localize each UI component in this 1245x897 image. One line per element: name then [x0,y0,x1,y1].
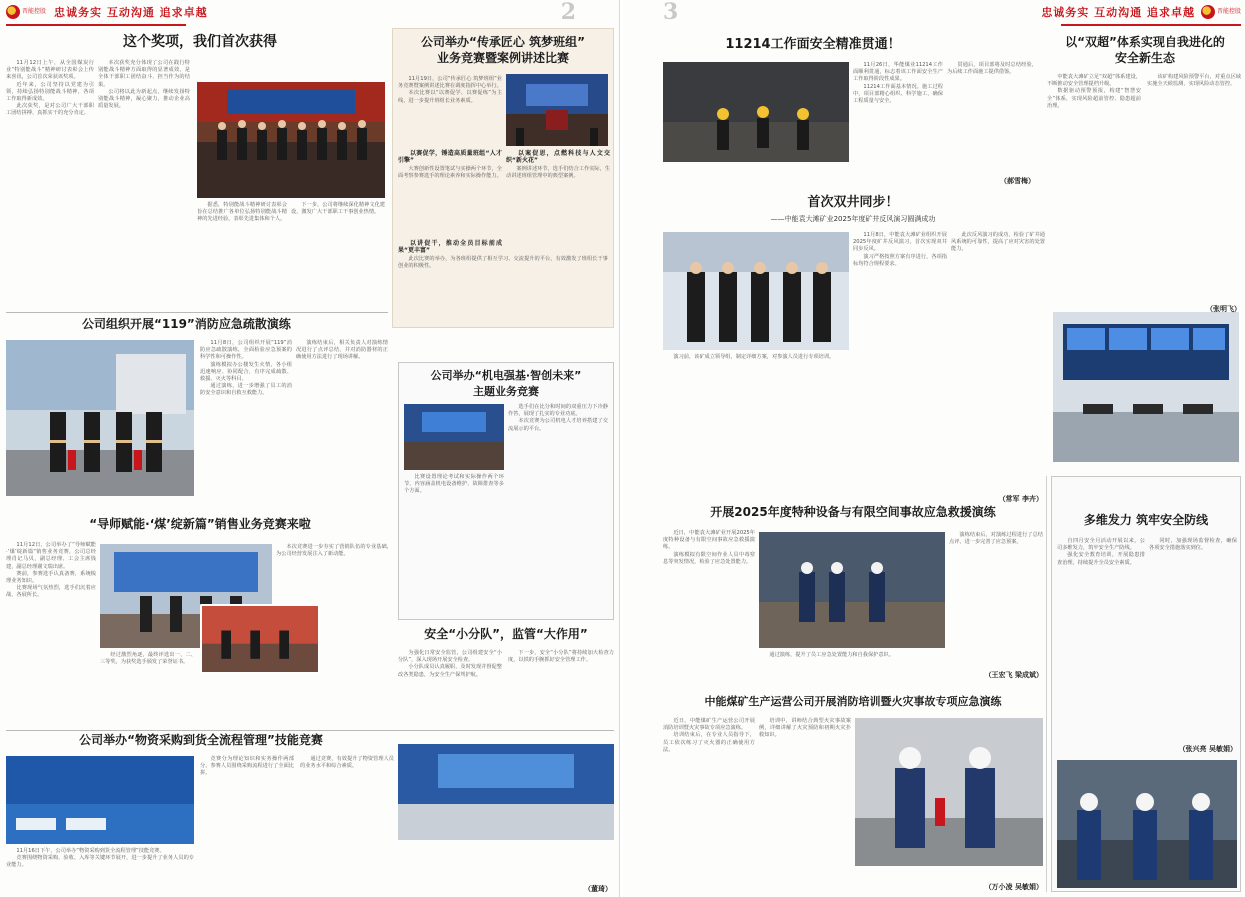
masthead-right [623,0,1245,24]
article-body-dual-col2: 该矿构建风险预警平台，对重点区域实施全天候监测，实现风险动态管控。 [1147,74,1241,88]
byline-training: （万小凌 吴敏娟） [984,883,1043,891]
article-body-dual-shaft: 11月8日，中能袁大滩矿业组织开展2025年度矿井反风演习，首次实现双井同步反风。 演习严格按照方案有序进行，各项指标均符合规程要求。 [853,232,947,267]
photo-award-ceremony [197,82,385,198]
byline-multi: （张兴亮 吴敏娟） [1178,745,1237,753]
article-body-sales-col2: 经过激烈角逐，最终评选出一、二、三等奖，为获奖选手颁发了荣誉证书。 [100,652,196,666]
headline-sales-contest: “导师赋能·‘煤’绽新篇”销售业务竞赛来啦 [89,517,311,531]
photo-dual-shaft [663,232,849,350]
divider [6,730,614,731]
article-body-award-col2: 本次获奖充分体现了公司在践行特别能战斗精神方面取得的显著成效，是全体干部职工团结奋斗、担当作为的结果。 公司将以此为新起点，继续发扬特别能战斗精神，凝心聚力，推动企业高质量发展。 [98,60,190,110]
newspaper-page-2 [0,0,620,897]
byline-procurement: （董琦） [584,885,612,893]
byline-dual-shaft: （常军 李卉） [998,495,1043,503]
headline-fire-drill: 公司组织开展“119”消防应急疏散演练 [82,317,291,331]
article-body-award-col4: 下一步，公司将继续深化精神文化建设，激发广大干部职工干事创业热情。 [291,202,385,216]
article-body-fire-col2: 演练结束后，相关负责人对演练情况进行了点评总结，并对消防器材的正确使用方法进行了现场讲解。 [296,340,388,361]
headline-dual-system-line2: 安全新生态 [1114,51,1175,65]
article-body-craftsman-3: 案例讲述环节，选手们结合工作实际，生动讲述班组管理中的典型案例。 [506,166,610,180]
photo-11214-face [663,62,849,162]
headline-tech-contest-line2: 主题业务竞赛 [473,385,539,398]
article-body-dual: 中能袁大滩矿立足“双超”体系建设，不断推动安全管理提档升级。 数据驱动预警预报，构建“智慧安全”体系，实现风险超前管控、隐患超前治理。 [1047,74,1141,109]
article-body-sales: 11月12日，公司举办了“导师赋能·‘煤’绽新篇”销售业务竞赛，公司总经理肖记马贝，副总经理、工会主席钱建，副总经理谢文瑞出席。 赛前，参赛选手认真备赛，系统梳理业务知识。 比赛现场气氛热烈，选手们沉着应战、各展所长。 [6,542,96,599]
headline-fire-training: 中能煤矿生产运营公司开展消防培训暨火灾事故专项应急演练 [704,695,1002,708]
headline-multi-defense: 多维发力 筑牢安全防线 [1083,513,1209,527]
logo-text: 晋能控股 [22,8,47,15]
divider [6,312,388,313]
headline-safety-squad: 安全“小分队”，监管“大作用” [424,627,588,641]
article-body-safety-col2: 下一步，安全“小分队”将持续加大检查力度，以铁的手腕抓好安全管理工作。 [508,650,614,664]
subtitle-dual-shaft: ——中能袁大滩矿业2025年度矿井反风演习圆满成功 [770,215,936,223]
article-body-craftsman-4: 此次比赛的举办，为各班组提供了相互学习、交流提升的平台，有效激发了班组长干事创业的积极性。 [398,256,608,270]
subhead-craftsman-3: 以讲促干，推动全员目标前成果“更丰富” [398,240,502,255]
newspaper-page-3 [623,0,1245,897]
masthead-left [6,0,616,24]
article-body-11214-col2: 贯通后，项目部将及时总结经验，为后续工作面施工提供借鉴。 [947,62,1037,76]
headline-11214-breakthrough: 11214工作面安全精准贯通！ [725,37,901,52]
byline-special: （王宏飞 梁成斌） [984,671,1043,679]
photo-craftsman-contest [506,74,608,146]
photo-sales-award [200,604,320,674]
article-body-craftsman-2: 大赛创新性设置笔试与实操两个环节，全面考察参赛选手的理论素养和实际操作能力。 [398,166,502,180]
headline-craftsman: 公司举办“传承匠心 筑梦班组” [421,35,585,49]
photo-multi-workers [1057,760,1237,888]
byline-11214: （郝雪梅） [1000,177,1035,185]
article-body-multi: 自四月安全月活动开展以来，公司多维发力，筑牢安全生产防线。 强化安全教育培训，开展隐患排查治理，持续提升全员安全素质。 [1057,538,1145,566]
logo-text: 晋能控股 [1216,8,1241,15]
article-body-special: 近日，中能袁大滩矿业开展2025年度特种设备与有限空间事故应急救援演练。 演练模拟有限空间作业人员中毒窒息等突发情况，检验了应急处置能力。 [663,530,755,565]
article-body-award: 11月12日上午，从全国煤炭行业“特别能战斗”精神研讨表彰会上传来喜讯，公司首次荣获该奖项。 近年来，公司坚持以党建为引领，持续弘扬特别能战斗精神，各项工作取得新成效。 此次获奖，是对公司广大干部职工团结拼搏、真抓实干的充分肯定。 [6,60,94,117]
article-body-special-col3: 通过演练，提升了员工应急处置能力和自我保护意识。 [769,652,894,658]
photo-special-drill [759,532,945,648]
article-body-multi-col2: 同时，加强现场监督检查，确保各项安全措施落实到位。 [1149,538,1237,552]
subhead-craftsman-2: 以案促思，点燃科技与人文交织“新火花” [506,150,610,165]
photo-fire-drill [6,340,194,496]
page-number: 3 [663,0,679,25]
headline-dual-system: 以“双超”体系实现自我进化的 [1065,35,1225,49]
headline-craftsman-line2: 业务竞赛暨案例讲述比赛 [436,51,569,65]
article-body-training-col2: 培训中，讲师结合典型火灾事故案例，详细讲解了火灾预防和初期火灾扑救知识。 [759,718,851,739]
article-body-sales-col3: 本次竞赛进一步夯实了营销队伍的专业基础，为公司经营发展注入了新动能。 [276,544,392,558]
masthead-slogan: 忠诚务实 互动沟通 追求卓越 [54,6,208,19]
article-body-procurement: 11月16日下午，公司举办“物资采购到货全流程管理”技能竞赛。 竞赛围绕物资采购、验收、入库等关键环节展开，进一步提升了业务人员的专业能力。 [6,848,194,869]
logo-emblem-icon [1201,5,1215,19]
photo-fire-training [855,718,1043,866]
photo-procurement-2 [398,744,614,840]
headline-dual-shaft: 首次双井同步！ [807,195,899,210]
article-body-safety: 为强化日常安全监管，公司组建安全“小分队”，深入现场开展安全检查。 小分队成员认真履职，及时发现并督促整改各类隐患，为安全生产保驾护航。 [398,650,502,678]
subhead-craftsman-1: 以赛促学，锤造高质量班组“人才引擎” [398,150,502,165]
article-body-procurement-col3: 通过竞赛，有效提升了物资管理人员的业务水平和综合素质。 [300,756,394,770]
page-number: 2 [560,0,576,25]
masthead-rule [6,24,186,26]
article-body-tech-col2: 比赛设置理论考试和实际操作两个环节，内容涵盖机电设备维护、故障排查等多个方面。 [404,474,504,495]
photo-procurement [6,756,194,844]
masthead-slogan: 忠诚务实 互动沟通 追求卓越 [1041,6,1195,19]
article-body-fire: 11月8日，公司组织开展“119”消防应急疏散演练，全面检验应急预案的科学性和可操作性。 演练模拟办公楼发生火情，各小组迅速响应、协同配合，有序完成疏散、救援、灭火等科目。 通过演练，进一步增强了员工的消防安全意识和自救互救能力。 [200,340,292,397]
headline-tech-contest: 公司举办“机电强基·智创未来” [430,369,582,382]
headline-special-equipment-drill: 开展2025年度特种设备与有限空间事故应急救援演练 [710,505,996,519]
company-logo [1201,5,1241,19]
headline-award: 这个奖项，我们首次获得 [123,34,277,50]
article-body-training: 近日，中能煤矿生产运营公司开展消防培训暨火灾事故专项应急演练。 培训结束后，在专业人员指导下，员工依次练习了灭火器的正确使用方法。 [663,718,755,753]
company-logo [6,5,46,19]
article-body-procurement-col2: 竞赛分为理论知识和实务操作两部分，参赛人员围绕采购流程进行了全面比拼。 [200,756,294,777]
headline-procurement: 公司举办“物资采购到货全流程管理”技能竞赛 [79,733,323,747]
article-body-11214: 11月26日，华能煤业11214工作面顺利贯通，标志着该工作面安全生产工作取得阶段性成果。 11214工作面基本情况。施工过程中，项目部精心组织、科学施工，确保工程质量与安全。 [853,62,943,105]
byline-dual: （张明飞） [1206,305,1241,313]
article-body-tech: 选手们在比分和时间的双重压力下冷静作答，展现了扎实的专业功底。 本次竞赛为公司机电人才培养搭建了交流展示的平台。 [508,404,608,432]
masthead-rule [1061,24,1241,26]
logo-emblem-icon [6,5,20,19]
article-body-craftsman: 11月19日，公司“传承匠心 筑梦班组”业务竞赛暨案例讲述比赛在调度指挥中心举行。 本次比赛以“以赛促学、以赛促练”为主线，进一步提升班组长业务素质。 [398,76,502,104]
photo-dual-control-room [1053,312,1239,462]
article-body-dual-shaft-col3: 演习前，该矿成立领导组，制定详细方案，对参演人员进行专项培训。 [673,354,835,360]
article-body-dual-shaft-col2: 此次反风演习的成功，检验了矿井通风系统的可靠性，提高了应对灾害的处置能力。 [951,232,1045,253]
photo-tech-contest [404,404,504,470]
article-body-special-col2: 演练结束后，对演练过程进行了总结点评，进一步完善了应急预案。 [949,532,1043,546]
article-body-award-col3: 据悉，特别能战斗精神研讨表彰会旨在总结推广各单位弘扬特别能战斗精神的先进经验，表彰先进集体和个人。 [197,202,287,223]
divider [1046,476,1047,892]
